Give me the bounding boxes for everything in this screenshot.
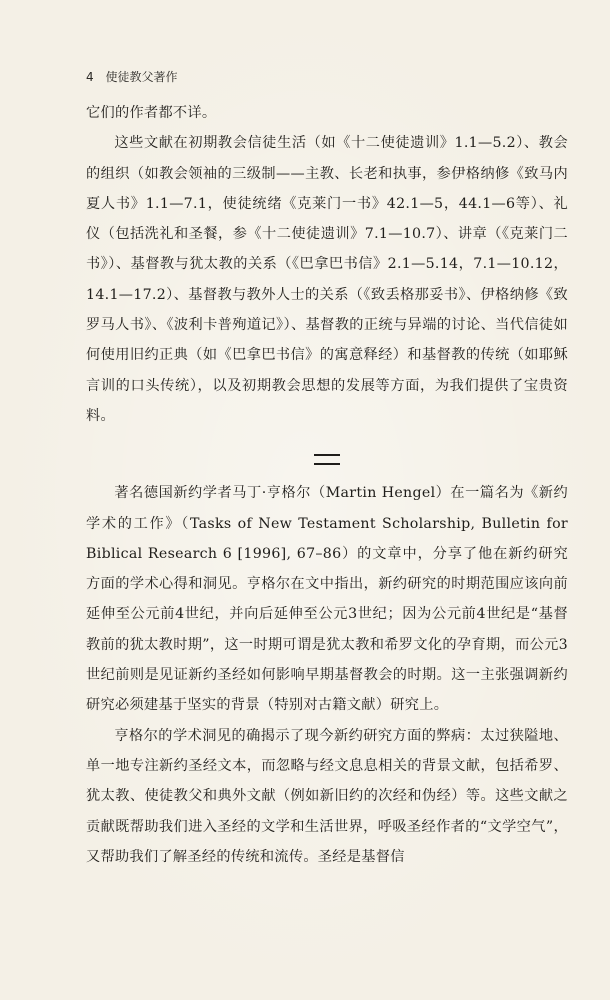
- section-numeral-glyph: [314, 454, 340, 465]
- paragraph: 它们的作者都不详。: [86, 105, 217, 121]
- page-number: 4: [86, 70, 94, 84]
- paragraph: 这些文献在初期教会信徒生活（如《十二使徒遗训》1.1—5.2）、教会的组织（如教会领袖的三级制——主教、长老和执事，参伊格纳修《致马内夏人书》1.1—7.1，使徒统绪《克莱门一书》42.1—5，44.1—6等）、礼仪（包括洗礼和圣餐，参《十二使徒遗训》7.1—10.7）、讲章（《克莱门二书》）、基督教与犹太教的关系（《巴拿巴书信》2.1—5.14，7.1—10.12，14.1—17.2）、基督教与教外人士的关系（《致丢格那妥书》、伊格纳修《致罗马人书》、《波利卡普殉道记》）、基督教的正统与异端的讨论、当代信徒如何使用旧约正典（如《巴拿巴书信》的寓意释经）和基督教的传统（如耶稣言训的口头传统），以及初期教会思想的发展等方面，为我们提供了宝贵资料。: [86, 135, 568, 424]
- paragraph: 亨格尔的学术洞见的确揭示了现今新约研究方面的弊病：太过狭隘地、单一地专注新约圣经文本，而忽略与经文息息相关的背景文献，包括希罗、犹太教、使徒教父和典外文献（例如新旧约的次经和伪经）等。这些文献之贡献既帮助我们进入圣经的文学和生活世界，呼吸圣经作者的“文学空气”，又帮助我们了解圣经的传统和流传。圣经是基督信: [86, 727, 568, 865]
- section-heading: [86, 449, 568, 468]
- page-body: [86, 98, 568, 872]
- book-title: 使徒教父著作: [105, 70, 178, 84]
- running-head: [86, 68, 177, 85]
- paragraph: 著名德国新约学者马丁·亨格尔（Martin Hengel）在一篇名为《新约学术的工作》（Tasks of New Testament Scholarship, Bulletin for Biblical Research 6 [1996], 67–86）的文章中，分享了他在新约研究方面的学术心得和洞见。亨格尔在文中指出，新约研究的时期范围应该向前延伸至公元前4世纪，并向后延伸至公元3世纪；因为公元前4世纪是“基督教前的犹太教时期”，这一时期可谓是犹太教和希罗文化的孕育期，而公元3世纪前则是见证新约圣经如何影响早期基督教会的时期。这一主张强调新约研究必须建基于坚实的背景（特别对古籍文献）研究上。: [86, 485, 568, 714]
